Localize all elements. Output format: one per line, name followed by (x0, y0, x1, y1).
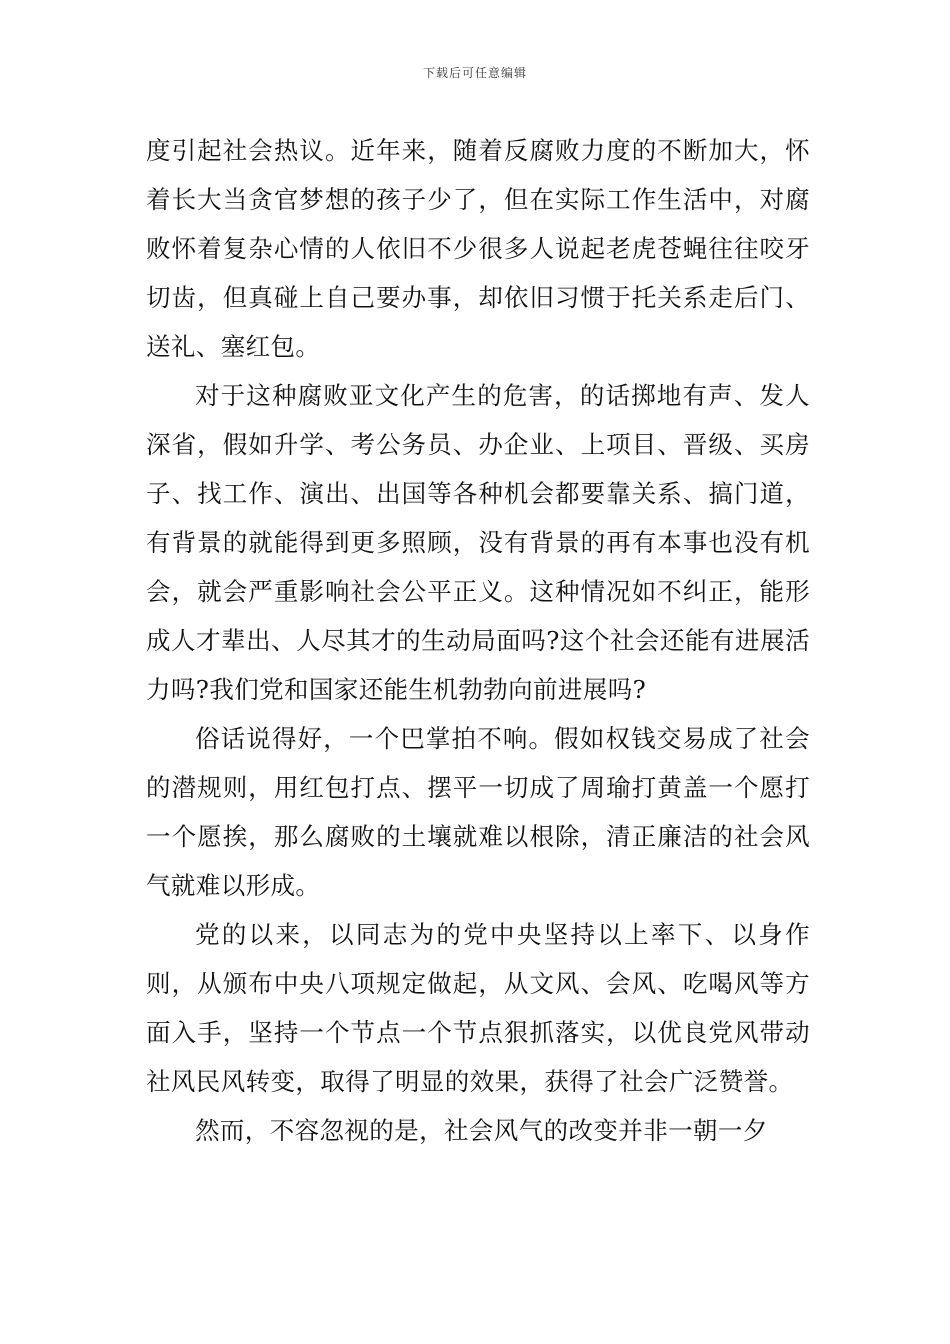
paragraph-4: 党的以来，以同志为的党中央坚持以上率下、以身作则，从颁布中央八项规定做起，从文风、会风、吃喝风等方面入手，坚持一个节点一个节点狠抓落实，以优良党风带动社风民风转变，取得了明显的效果，获得了社会广泛赞誉。 (146, 920, 810, 1096)
paragraph-3: 俗话说得好，一个巴掌拍不响。假如权钱交易成了社会的潜规则，用红包打点、摆平一切成了周瑜打黄盖一个愿打一个愿挨，那么腐败的土壤就难以根除，清正廉洁的社会风气就难以形成。 (146, 724, 810, 900)
header-note: 下载后可任意编辑 (422, 66, 527, 80)
document-body (146, 126, 810, 1155)
paragraph-2: 对于这种腐败亚文化产生的危害，的话掷地有声、发人深省，假如升学、考公务员、办企业、上项目、晋级、买房子、找工作、演出、出国等各种机会都要靠关系、搞门道，有背景的就能得到更多照顾，没有背景的再有本事也没有机会，就会严重影响社会公平正义。这种情况如不纠正，能形成人才辈出、人尽其才的生动局面吗?这个社会还能有进展活力吗?我们党和国家还能生机勃勃向前进展吗? (146, 381, 810, 704)
paragraph-5: 然而，不容忽视的是，社会风气的改变并非一朝一夕 (195, 1116, 768, 1145)
paragraph-1: 度引起社会热议。近年来，随着反腐败力度的不断加大，怀着长大当贪官梦想的孩子少了，但在实际工作生活中，对腐败怀着复杂心情的人依旧不少很多人说起老虎苍蝇往往咬牙切齿，但真碰上自己要办事，却依旧习惯于托关系走后门、送礼、塞红包。 (146, 136, 810, 361)
